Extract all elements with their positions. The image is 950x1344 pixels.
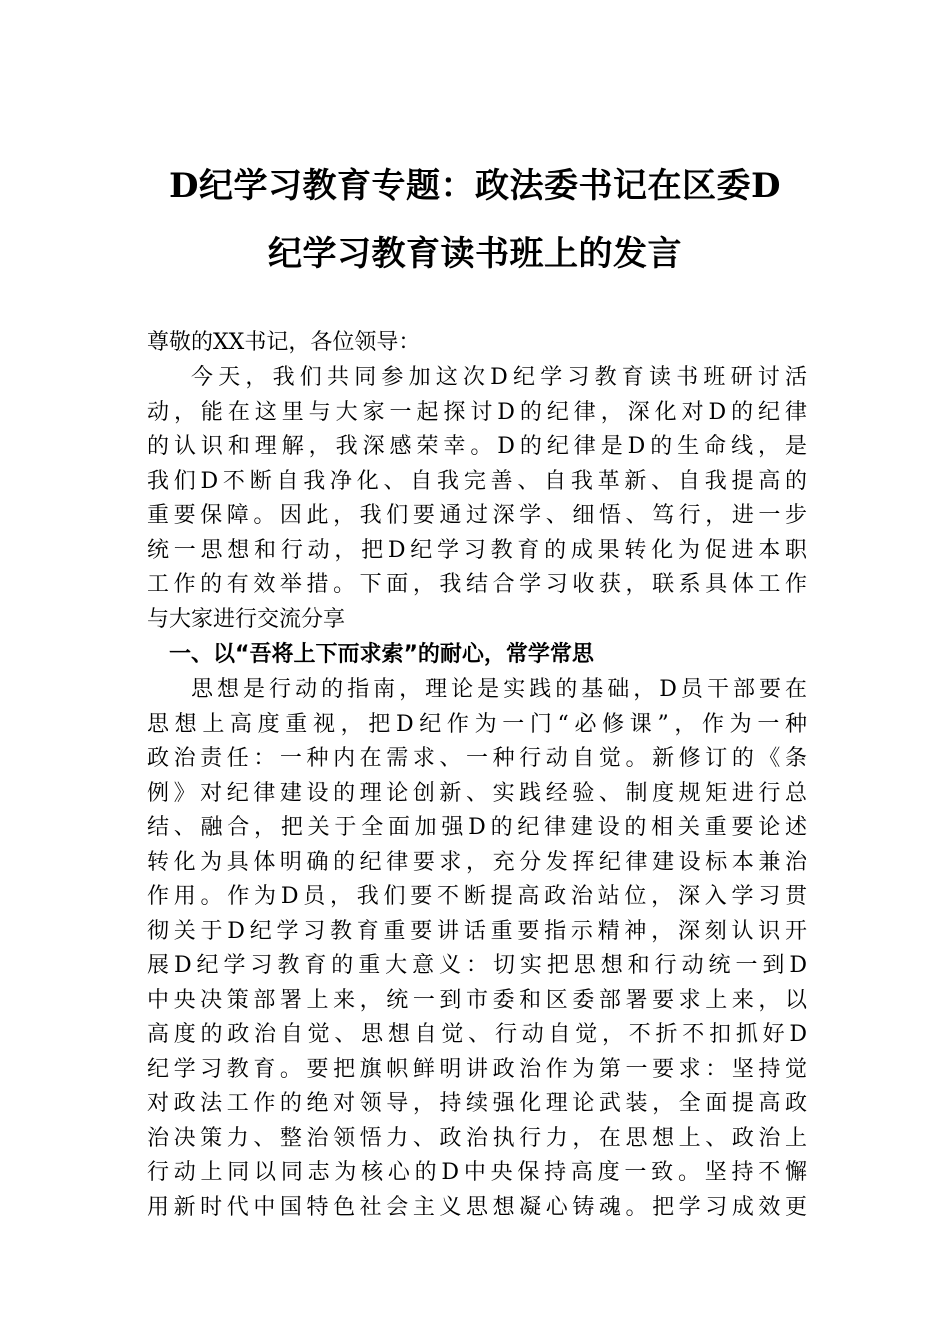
paragraph-line: 重要保障。因此，我们要通过深学、细悟、笃行，进一步 [147,503,807,528]
paragraph-line: 作用。作为D员，我们要不断提高政治站位，深入学习贯 [147,884,807,909]
paragraph-line: 治决策力、整治领悟力、政治执行力，在思想上、政治上 [147,1125,807,1151]
paragraph-line: 统一思想和行动，把D纪学习教育的成果转化为促进本职 [147,537,807,563]
paragraph-line: 我们D不断自我净化、自我完善、自我革新、自我提高的 [147,468,807,494]
paragraph-1 [147,361,807,637]
paragraph-line: 展D纪学习教育的重大意义：切实把思想和行动统一到D [147,953,807,978]
paragraph-line: 对政法工作的绝对领导，持续强化理论武装，全面提高政 [147,1091,807,1116]
paragraph-line: 纪学习教育。要把旗帜鲜明讲政治作为第一要求：坚持觉 [147,1056,807,1082]
paragraph-line: 彻关于D纪学习教育重要讲话重要指示精神，深刻认识开 [147,918,807,944]
greeting: 尊敬的XX书记，各位领导： [147,330,421,355]
paragraph-line: 工作的有效举措。下面，我结合学习收获，联系具体工作 [147,572,807,597]
paragraph-line: 高度的政治自觉、思想自觉、行动自觉，不折不扣抓好D [147,1022,807,1047]
paragraph-2 [147,673,807,1225]
paragraph-line: 行动上同以同志为核心的D中央保持高度一致。坚持不懈 [147,1160,807,1185]
paragraph-line: 用新时代中国特色社会主义思想凝心铸魂。把学习成效更 [147,1194,807,1220]
paragraph-line: 与大家进行交流分享 [147,606,346,632]
paragraph-line: 中央决策部署上来，统一到市委和区委部署要求上来，以 [147,987,807,1013]
paragraph-line: 动，能在这里与大家一起探讨D的纪律，深化对D的纪律 [147,399,807,425]
document-title-line-1: D纪学习教育专题：政法委书记在区委D [169,166,781,206]
document-title-line-2: 纪学习教育读书班上的发言 [268,234,682,274]
paragraph-line: 政治责任：一种内在需求、一种行动自觉。新修订的《条 [147,746,807,771]
paragraph-line: 今天，我们共同参加这次D纪学习教育读书班研讨活 [191,365,807,390]
paragraph-line: 结、融合，把关于全面加强D的纪律建设的相关重要论述 [147,815,807,840]
paragraph-line: 例》对纪律建设的理论创新、实践经验、制度规矩进行总 [147,780,807,806]
section-heading-1: 一、以“吾将上下而求索”的耐心，常学常思 [169,642,594,667]
paragraph-line: 思想是行动的指南，理论是实践的基础，D员干部要在 [191,677,807,702]
paragraph-line: 转化为具体明确的纪律要求，充分发挥纪律建设标本兼治 [147,849,807,875]
paragraph-line: 思想上高度重视，把D纪作为一门“必修课”，作为一种 [147,711,807,737]
paragraph-line: 的认识和理解，我深感荣幸。D的纪律是D的生命线，是 [147,434,807,459]
